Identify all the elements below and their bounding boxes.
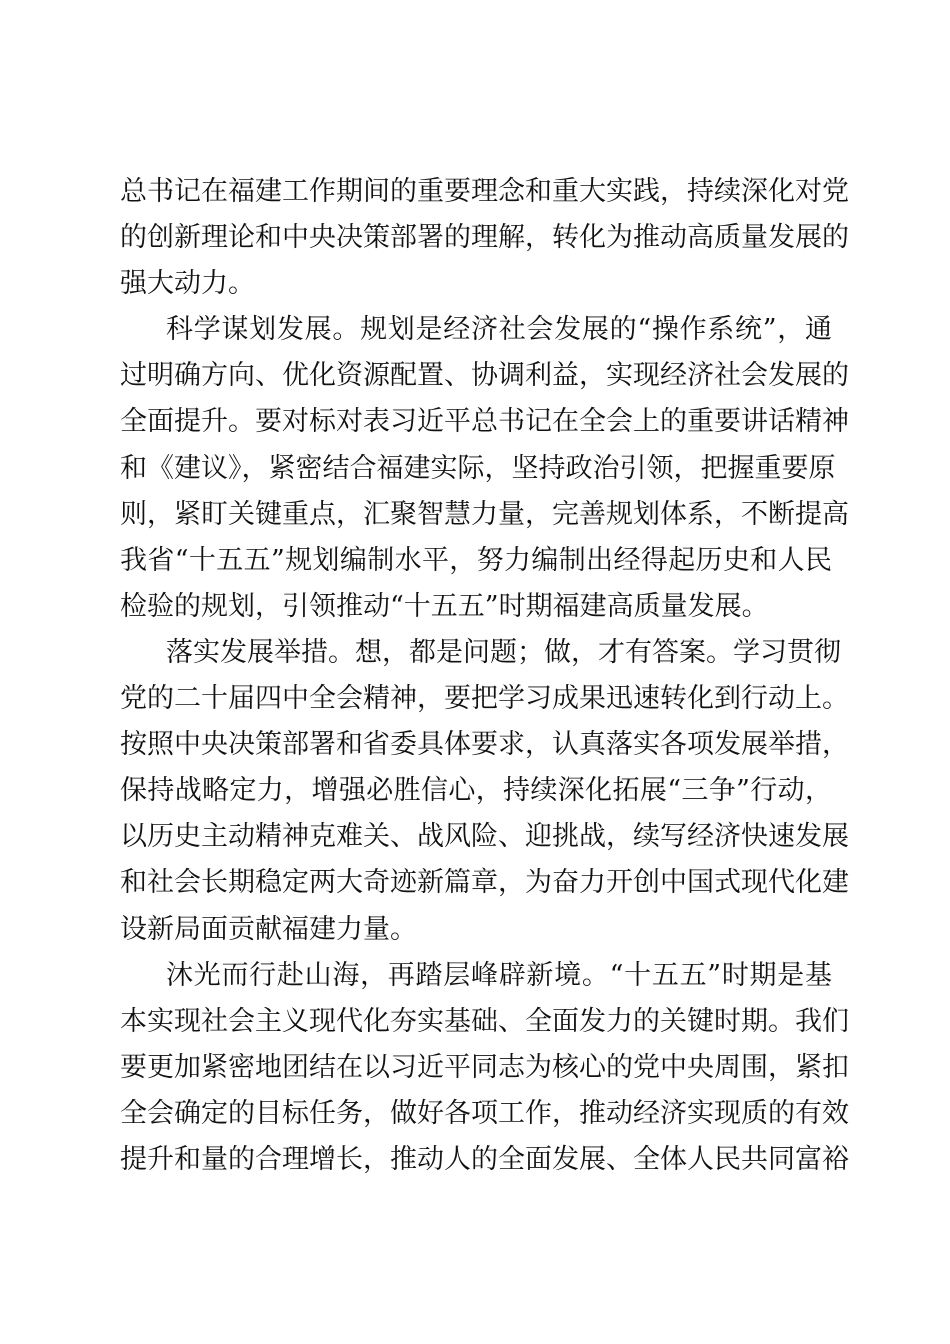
text-line: 的创新理论和中央决策部署的理解，转化为推动高质量发展的 xyxy=(120,222,849,254)
text-line: 要更加紧密地团结在以习近平同志为核心的党中央周围，紧扣 xyxy=(120,1051,849,1083)
paragraph-1 xyxy=(120,169,849,307)
document-page xyxy=(120,169,849,1183)
paragraph-3 xyxy=(120,630,849,953)
text-line: 全面提升。要对标对表习近平总书记在全会上的重要讲话精神 xyxy=(120,406,849,438)
text-line: 设新局面贡献福建力量。 xyxy=(120,913,417,945)
text-line: 检验的规划，引领推动“十五五”时期福建高质量发展。 xyxy=(120,590,769,622)
text-line: 以历史主动精神克难关、战风险、迎挑战，续写经济快速发展 xyxy=(120,821,849,853)
paragraph-2 xyxy=(120,307,849,630)
text-line: 强大动力。 xyxy=(120,268,255,300)
text-line: 党的二十届四中全会精神，要把学习成果迅速转化到行动上。 xyxy=(120,683,849,715)
text-line: 总书记在福建工作期间的重要理念和重大实践，持续深化对党 xyxy=(120,176,849,207)
text-line: 科学谋划发展。规划是经济社会发展的“操作系统”，通 xyxy=(166,314,832,346)
text-line: 全会确定的目标任务，做好各项工作，推动经济实现质的有效 xyxy=(120,1097,849,1129)
text-line: 按照中央决策部署和省委具体要求，认真落实各项发展举措， xyxy=(120,729,849,761)
text-line: 本实现社会主义现代化夯实基础、全面发力的关键时期。我们 xyxy=(120,1005,849,1037)
text-line: 和《建议》，紧密结合福建实际，坚持政治引领，把握重要原 xyxy=(120,452,836,484)
text-line: 我省“十五五”规划编制水平，努力编制出经得起历史和人民 xyxy=(120,544,832,576)
text-line: 提升和量的合理增长，推动人的全面发展、全体人民共同富裕 xyxy=(120,1143,849,1175)
text-line: 过明确方向、优化资源配置、协调利益，实现经济社会发展的 xyxy=(120,360,849,392)
text-line: 和社会长期稳定两大奇迹新篇章，为奋力开创中国式现代化建 xyxy=(120,867,849,899)
paragraph-4 xyxy=(120,953,849,1183)
text-line: 落实发展举措。想，都是问题；做，才有答案。学习贯彻 xyxy=(166,636,841,668)
text-line: 则，紧盯关键重点，汇聚智慧力量，完善规划体系，不断提高 xyxy=(120,498,849,530)
text-line: 保持战略定力，增强必胜信心，持续深化拓展“三争”行动， xyxy=(120,775,832,807)
text-line: 沐光而行赴山海，再踏层峰辟新境。“十五五”时期是基 xyxy=(166,959,832,991)
